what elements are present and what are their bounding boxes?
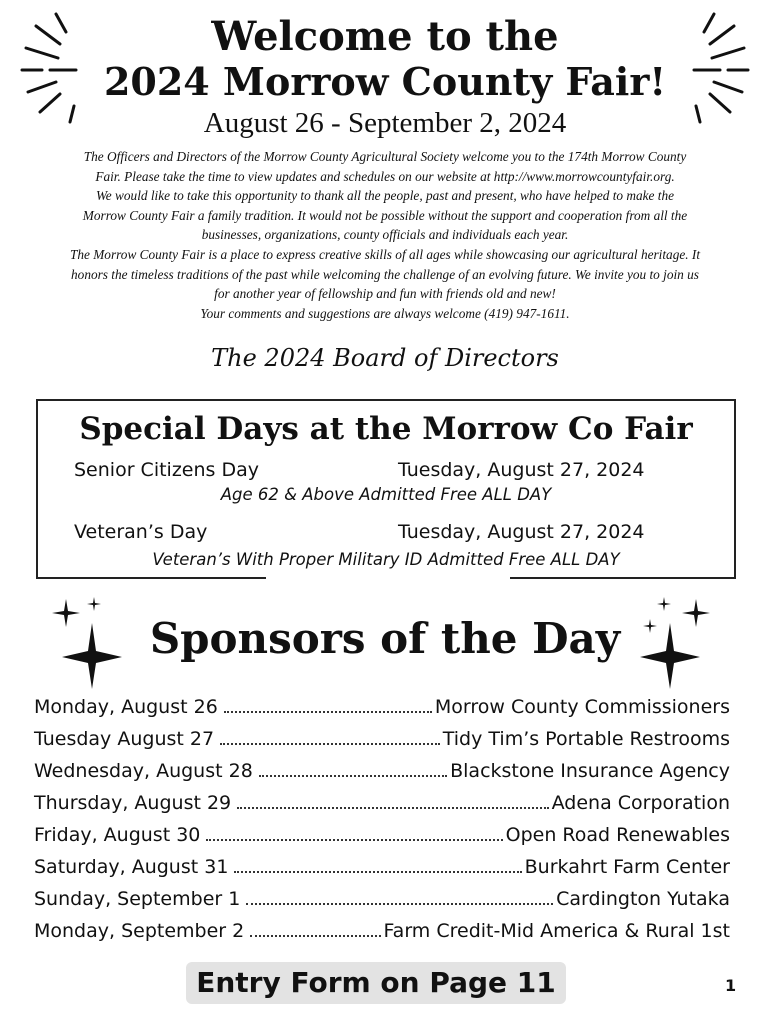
intro-line: The Officers and Directors of the Morrow County Agricultural Society welcome you to the 174th Morrow County	[83, 149, 687, 164]
dot-leader	[220, 743, 440, 745]
board-signature: The 2024 Board of Directors	[211, 344, 559, 372]
sponsor-day: Tuesday August 27	[34, 728, 215, 750]
sponsor-day: Sunday, September 1	[34, 888, 241, 910]
sponsor-day: Friday, August 30	[34, 824, 201, 846]
intro-line: honors the timeless traditions of the past while welcoming the challenge of an evolving future. We invite you to join us	[71, 266, 699, 282]
sponsor-row	[34, 854, 730, 880]
page-number: 1	[725, 976, 737, 995]
sponsor-name: Burkahrt Farm Center	[524, 856, 730, 878]
intro-line: for another year of fellowship and fun with friends old and new!	[214, 286, 556, 302]
special-day-date: Tuesday, August 27, 2024	[398, 459, 645, 481]
intro-line: Morrow County Fair a family tradition. It would not be possible without the support and cooperation from all the	[82, 207, 688, 223]
sponsors-title: Sponsors of the Day	[149, 614, 621, 663]
intro-line: The Morrow County Fair is a place to express creative skills of all ages while showcasing our agricultural heritage. It	[69, 246, 701, 262]
special-day-date: Tuesday, August 27, 2024	[398, 521, 645, 543]
dot-leader	[259, 775, 447, 777]
sponsor-name: Open Road Renewables	[505, 824, 730, 846]
intro-line: Fair. Please take the time to view updates and schedules on our website at http://www.morrowcountyfair.org.	[95, 168, 675, 184]
sponsor-name: Farm Credit-Mid America & Rural 1st	[383, 920, 730, 942]
special-day-note: Veteran’s With Proper Military ID Admitted Free ALL DAY	[152, 550, 620, 569]
sponsor-row	[34, 790, 730, 816]
sponsor-day: Thursday, August 29	[34, 792, 232, 814]
sponsor-row	[34, 918, 730, 944]
title-line-2: 2024 Morrow County Fair!	[103, 59, 667, 104]
special-day-note: Age 62 & Above Admitted Free ALL DAY	[220, 485, 552, 504]
intro-text	[20, 147, 750, 323]
sponsor-name: Morrow County Commissioners	[434, 696, 730, 718]
sponsor-name: Adena Corporation	[551, 792, 730, 814]
dot-leader	[234, 871, 521, 873]
title-line-1: Welcome to the	[211, 13, 559, 60]
intro-line: We would like to take this opportunity to thank all the people, past and present, who have helped to make the	[95, 188, 675, 204]
dot-leader	[224, 711, 432, 713]
special-day-name: Senior Citizens Day	[74, 459, 259, 481]
sponsor-day: Monday, September 2	[34, 920, 245, 942]
sponsor-name: Tidy Tim’s Portable Restrooms	[442, 728, 730, 750]
dot-leader	[206, 839, 502, 841]
special-days-box	[36, 399, 736, 579]
sponsor-day: Wednesday, August 28	[34, 760, 253, 782]
sponsor-row	[34, 726, 730, 752]
special-day-name: Veteran’s Day	[74, 521, 208, 543]
fair-dates: August 26 - September 2, 2024	[203, 107, 567, 139]
entry-form-banner: Entry Form on Page 11	[186, 962, 566, 1004]
dot-leader	[246, 903, 553, 905]
sponsor-day: Saturday, August 31	[34, 856, 229, 878]
special-days-title: Special Days at the Morrow Co Fair	[79, 411, 693, 447]
intro-line: Your comments and suggestions are always welcome (419) 947-1611.	[200, 305, 570, 321]
sponsor-name: Blackstone Insurance Agency	[450, 760, 730, 782]
sponsor-row	[34, 822, 730, 848]
sponsor-row	[34, 758, 730, 784]
intro-line: businesses, organizations, county officials and individuals each year.	[201, 227, 569, 243]
sponsor-row	[34, 694, 730, 720]
dot-leader	[237, 807, 548, 809]
dot-leader	[250, 935, 380, 937]
border-gap	[266, 575, 510, 580]
sponsor-day: Monday, August 26	[34, 696, 218, 718]
sponsor-row	[34, 886, 730, 912]
sponsor-name: Cardington Yutaka	[556, 888, 730, 910]
